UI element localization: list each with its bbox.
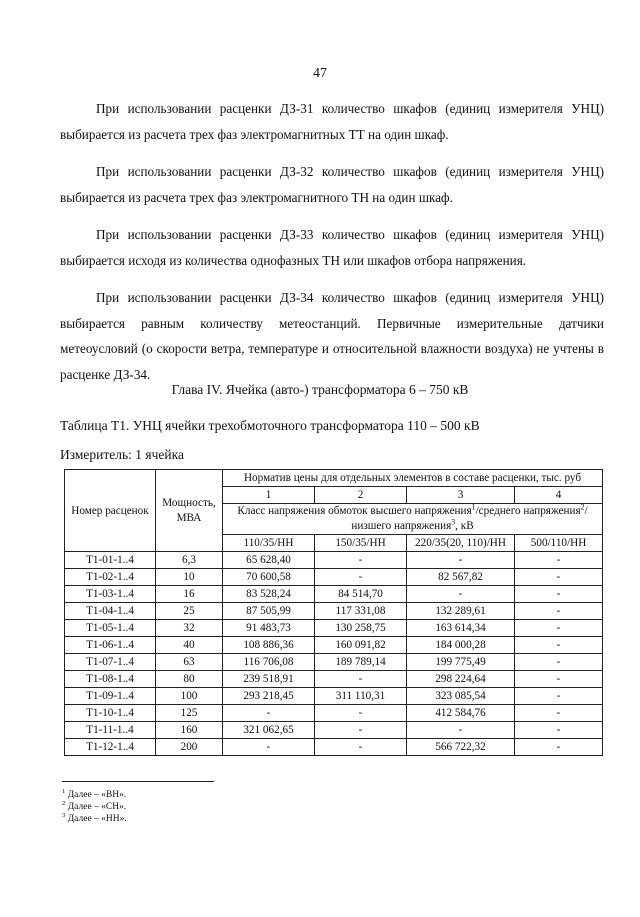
cell-power: 200 [156,739,223,756]
cell-price-220: 184 000,28 [407,637,515,654]
header-price-group: Норматив цены для отдельных элементов в составе расценки, тыс. руб [223,470,603,487]
cell-rate-number: Т1-01-1..4 [65,552,156,569]
cell-price-150: 189 789,14 [315,654,407,671]
table-row [65,705,603,722]
header-voltage-class [223,504,603,535]
table-row [65,654,603,671]
voltage-class-text: Класс напряжения обмоток высшего напряжения [237,505,472,517]
cell-power: 10 [156,569,223,586]
cell-price-110: - [223,739,315,756]
footnote-mark: 2 [580,502,585,512]
cell-price-500: - [515,620,603,637]
cell-price-110: 108 886,36 [223,637,315,654]
cell-power: 125 [156,705,223,722]
cell-price-220: - [407,552,515,569]
cell-price-500: - [515,722,603,739]
cell-price-150: 117 331,08 [315,603,407,620]
cell-price-500: - [515,603,603,620]
cell-price-110: - [223,705,315,722]
cell-rate-number: Т1-07-1..4 [65,654,156,671]
cell-price-500: - [515,739,603,756]
cell-price-220: 82 567,82 [407,569,515,586]
meter-label: Измеритель: 1 ячейка [60,447,184,462]
cell-price-150: - [315,552,407,569]
footnote-mark: 2 [62,799,66,807]
footnote-text: Далее – «СН». [67,802,127,812]
cell-price-220: 298 224,64 [407,671,515,688]
cell-price-220: 412 584,76 [407,705,515,722]
header-voltage-110: 110/35/НН [223,535,315,552]
cell-power: 16 [156,586,223,603]
header-voltage-220: 220/35(20, 110)/НН [407,535,515,552]
header-power: Мощность, МВА [156,470,223,552]
footnote-mark: 3 [62,811,66,819]
footnotes [62,789,127,825]
header-col-number: 3 [407,487,515,504]
footnote-mark: 1 [62,787,66,795]
cell-power: 25 [156,603,223,620]
cell-price-110: 116 706,08 [223,654,315,671]
cell-price-500: - [515,569,603,586]
cell-price-150: 311 110,31 [315,688,407,705]
cell-price-500: - [515,654,603,671]
table-row [65,688,603,705]
table-body [65,552,603,756]
cell-price-110: 83 528,24 [223,586,315,603]
header-col-number: 1 [223,487,315,504]
chapter-heading: Глава IV. Ячейка (авто-) трансформатора 6 – 750 кВ [171,382,469,397]
paragraph: При использовании расценки ДЗ-31 количество шкафов (единиц измерителя УНЦ) выбирается из расчета трех фаз электромагнитных ТТ на один шкаф. [60,101,604,142]
cell-rate-number: Т1-03-1..4 [65,586,156,603]
voltage-class-text: /низшего напряжения [351,505,588,532]
cell-price-150: 84 514,70 [315,586,407,603]
cell-power: 63 [156,654,223,671]
cell-price-110: 239 518,91 [223,671,315,688]
footnote-text: Далее – «НН». [67,814,127,824]
table-row [65,603,603,620]
cell-rate-number: Т1-02-1..4 [65,569,156,586]
cell-price-500: - [515,637,603,654]
table-title: Таблица Т1. УНЦ ячейки трехобмоточного трансформатора 110 – 500 кВ [60,418,480,433]
cell-rate-number: Т1-04-1..4 [65,603,156,620]
cell-power: 40 [156,637,223,654]
cell-price-500: - [515,688,603,705]
table-row [65,552,603,569]
cell-price-150: - [315,569,407,586]
cell-rate-number: Т1-10-1..4 [65,705,156,722]
body-text [60,96,604,399]
cell-power: 80 [156,671,223,688]
voltage-class-text: /среднего напряжения [475,505,581,517]
table-row [65,569,603,586]
cell-rate-number: Т1-09-1..4 [65,688,156,705]
cell-price-150: 130 258,75 [315,620,407,637]
footnote-mark: 1 [471,502,476,512]
footnote [62,801,127,813]
cell-price-500: - [515,671,603,688]
paragraph: При использовании расценки ДЗ-33 количество шкафов (единиц измерителя УНЦ) выбирается исходя из количества однофазных ТН или шкафов отбора напряжения. [60,227,604,268]
cell-power: 160 [156,722,223,739]
cell-price-110: 70 600,58 [223,569,315,586]
cell-price-500: - [515,705,603,722]
cell-price-220: - [407,722,515,739]
cell-price-150: 160 091,82 [315,637,407,654]
cell-price-220: 566 722,32 [407,739,515,756]
cell-price-110: 65 628,40 [223,552,315,569]
cell-price-150: - [315,705,407,722]
cell-price-220: 163 614,34 [407,620,515,637]
cell-power: 32 [156,620,223,637]
cell-price-150: - [315,739,407,756]
cell-rate-number: Т1-12-1..4 [65,739,156,756]
header-voltage-500: 500/110/НН [515,535,603,552]
table-row [65,739,603,756]
cell-rate-number: Т1-08-1..4 [65,671,156,688]
cell-price-220: 199 775,49 [407,654,515,671]
cell-price-500: - [515,552,603,569]
paragraph: При использовании расценки ДЗ-34 количество шкафов (единиц измерителя УНЦ) выбирается равным количеству метеостанций. Первичные измерительные датчики метеоусловий (о скорости ветра, температуре и относительной влажности воздуха) не учтены в расценке ДЗ-34. [60,290,604,382]
cell-power: 100 [156,688,223,705]
footnote-mark: 3 [451,517,456,527]
cell-price-500: - [515,586,603,603]
header-voltage-150: 150/35/НН [315,535,407,552]
price-table [64,469,603,756]
paragraph: При использовании расценки ДЗ-32 количество шкафов (единиц измерителя УНЦ) выбирается из расчета трех фаз электромагнитного ТН на один шкаф. [60,164,604,205]
cell-price-110: 87 505,99 [223,603,315,620]
footnote [62,813,127,825]
table-row [65,637,603,654]
footnote-text: Далее – «ВН». [67,790,127,800]
header-col-number: 4 [515,487,603,504]
header-col-number: 2 [315,487,407,504]
page-number: 47 [313,66,327,81]
cell-price-110: 91 483,73 [223,620,315,637]
cell-rate-number: Т1-05-1..4 [65,620,156,637]
table-row [65,620,603,637]
cell-price-220: - [407,586,515,603]
cell-price-110: 293 218,45 [223,688,315,705]
table-row [65,722,603,739]
footnote [62,789,127,801]
cell-price-110: 321 062,65 [223,722,315,739]
cell-rate-number: Т1-06-1..4 [65,637,156,654]
cell-price-150: - [315,722,407,739]
footnote-divider [62,781,214,782]
cell-rate-number: Т1-11-1..4 [65,722,156,739]
table-row [65,586,603,603]
header-rate-number: Номер расценок [65,470,156,552]
voltage-class-text: , кВ [455,520,474,532]
cell-price-220: 132 289,61 [407,603,515,620]
cell-power: 6,3 [156,552,223,569]
table-row [65,671,603,688]
cell-price-220: 323 085,54 [407,688,515,705]
cell-price-150: - [315,671,407,688]
